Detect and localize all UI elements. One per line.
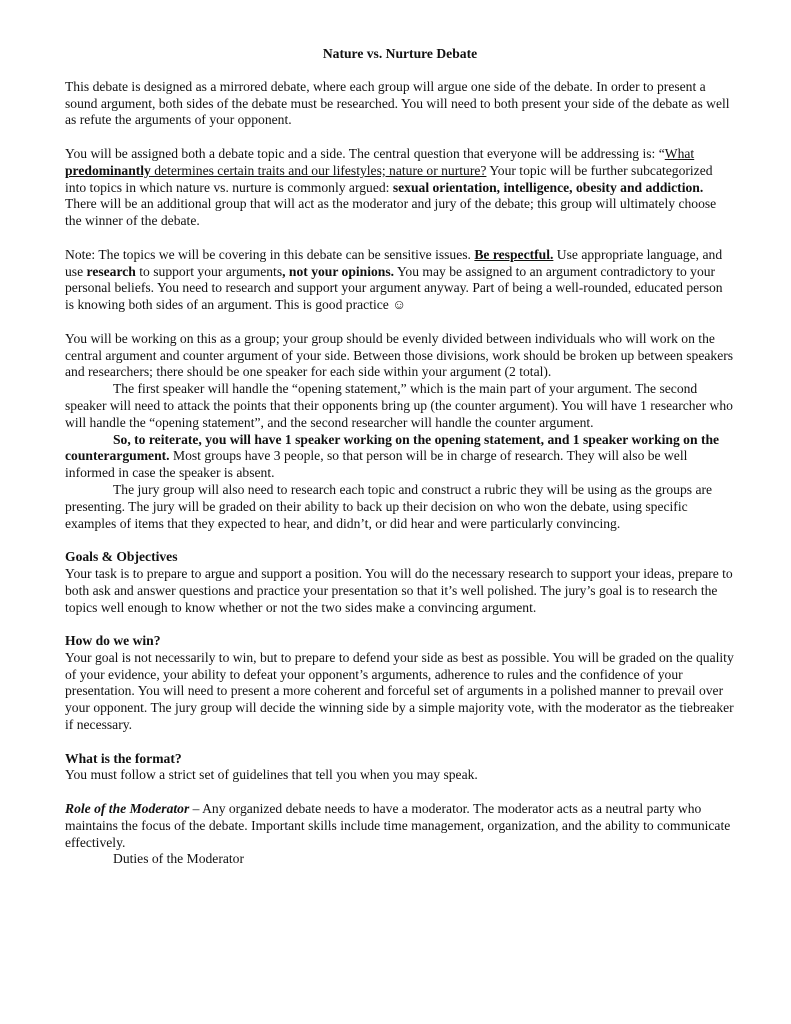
central-question-end: determines certain traits and our lifestyles; nature or nurture? [150,162,487,178]
assign-text-7: There will be an additional group that will act as the moderator and jury of the debate; this group will ultimately choose the winner of the debate. [65,196,717,229]
not-opinions: , not your opinions. [282,263,395,279]
research-word: research [86,263,136,279]
reiterate-paragraph [65,432,735,482]
intro-paragraph: This debate is designed as a mirrored debate, where each group will argue one side of the debate. In order to present a sound argument, both sides of the debate must be researched. You will need to both present your side of the debate as well as refute the arguments of your opponent. [65,78,730,128]
note-paragraph [65,247,735,314]
be-respectful: Be respectful. [474,246,554,262]
assign-text-1: You will be assigned both a debate topic and a side. The central question that everyone will be addressing is: “ [65,145,665,161]
note-text-1: Note: The topics we will be covering in this debate can be sensitive issues. [65,246,475,262]
format-body: You must follow a strict set of guidelines that tell you when you may speak. [65,767,478,783]
note-text-5: to support your arguments [135,263,283,279]
jury-paragraph: The jury group will also need to research each topic and construct a rubric they will be using as the groups are presenting. The jury will be graded on their ability to back up their decision on who won the debate, using specific examples of items that they expected to hear, and didn’t, or did hear and were particularly convincing. [65,481,713,531]
moderator-label: Role of the Moderator [65,801,190,817]
win-heading: How do we win? [65,633,161,649]
assign-text-5: Your topic will be further subcategorized into topics in which nature vs. nurture is commonly argued: [65,162,713,195]
assignment-paragraph [65,146,735,230]
group-paragraph: You will be working on this as a group; your group should be evenly divided between individuals who will work on the central argument and counter argument of your side. Between those divisions, work should be broken up between speakers and researchers; there should be one speaker for each side within your argument (2 total). [65,330,734,380]
moderator-body: – Any organized debate needs to have a moderator. The moderator acts as a neutral party who maintains the focus of the debate. Important skills include time management, organization, and the ability to communicate effectively. [65,801,731,850]
note-text-7: You may be assigned to an argument contradictory to your personal beliefs. You need to research and support your argument anyway. Part of being a well-rounded, educated person is knowing both sides of an argument. This is good practice ☺ [65,263,723,313]
central-question-emphasis: predominantly [65,162,151,178]
central-question-start: What [664,145,695,161]
format-heading: What is the format? [65,750,182,766]
win-body: Your goal is not necessarily to win, but to prepare to defend your side as best as possible. You will be graded on the quality of your evidence, your ability to defeat your opponent’s arguments, adherence to rules and the confidence of your presentation. You will need to present a more coherent and forceful set of arguments in a polished manner to prevail over your opponent. The jury group will decide the winning side by a simple majority vote, with the moderator as the tiebreaker if necessary. [65,649,734,733]
document-title: Nature vs. Nurture Debate [322,46,478,61]
moderator-duties: Duties of the Moderator [113,851,244,867]
goals-heading: Goals & Objectives [65,549,178,565]
reiterate-bold: So, to reiterate, you will have 1 speaker working on the opening statement, and 1 speaker working on the counterargument. [65,431,720,464]
reiterate-rest: Most groups have 3 people, so that person will be in charge of research. They will also be well informed in case the speaker is absent. [65,448,688,481]
speaker-paragraph: The first speaker will handle the “opening statement,” which is the main part of your argument. The second speaker will need to attack the points that their opponents bring up (the counter argument). You will have 1 researcher who will handle the “opening statement”, and the second researcher will handle the counter argument. [65,381,733,430]
document-page [65,46,735,868]
note-text-3: Use appropriate language, and use [65,246,723,279]
goals-body: Your task is to prepare to argue and support a position. You will do the necessary research to support your ideas, prepare to both ask and answer questions and practice your presentation so that it’s well polished. The jury’s goal is to research the topics well enough to know whether or not the two sides make a convincing argument. [65,565,733,615]
topic-list: sexual orientation, intelligence, obesity and addiction. [392,179,704,195]
moderator-paragraph [65,801,735,851]
